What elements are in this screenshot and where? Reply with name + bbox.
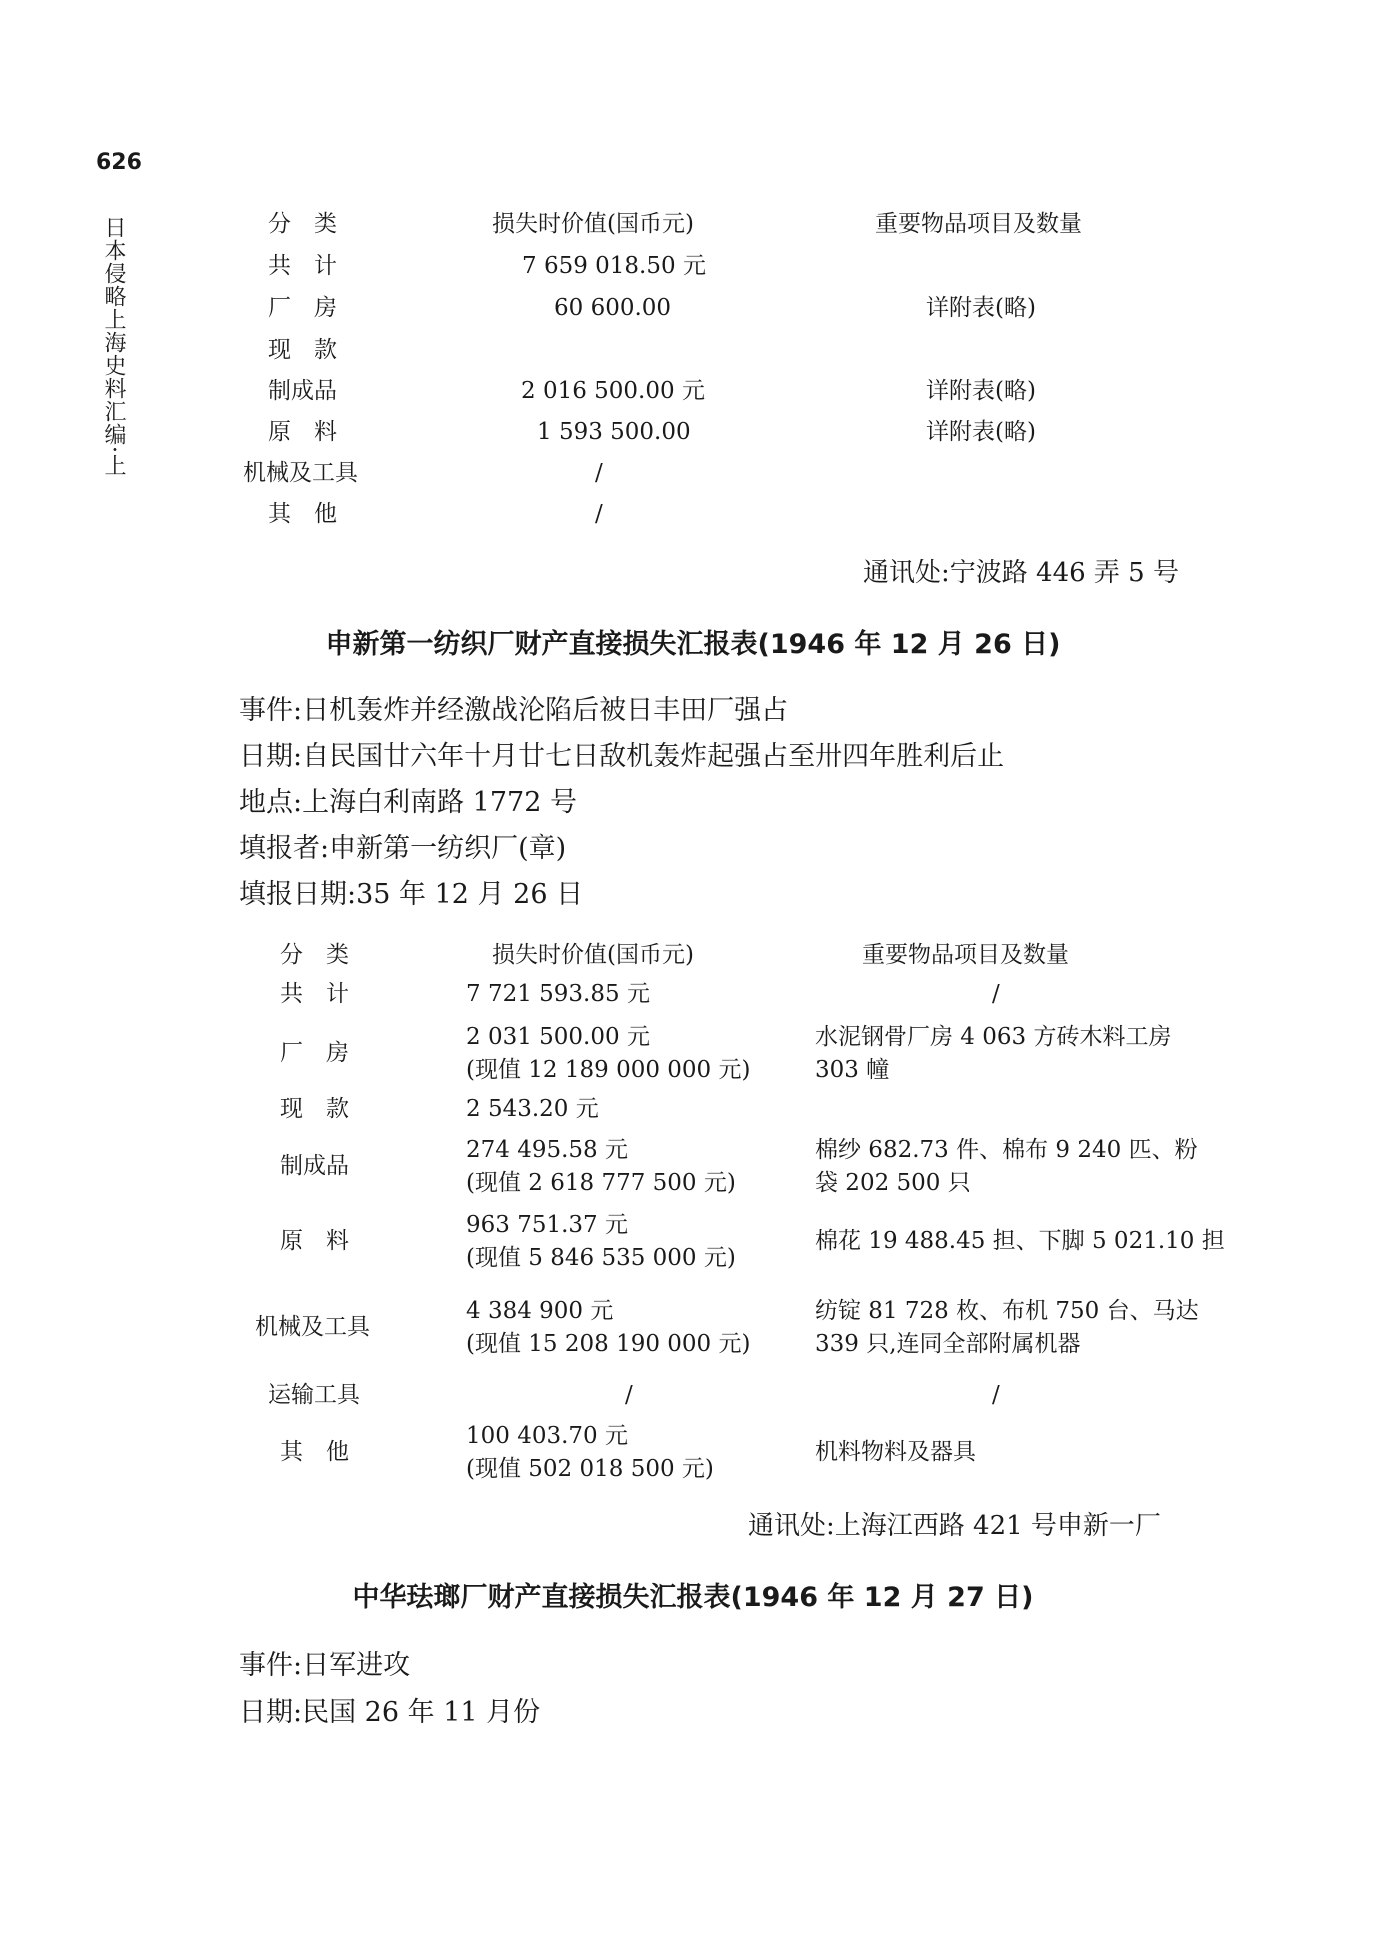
section3-info-line: 日期:民国 26 年 11 月份 <box>239 1697 541 1728</box>
table2-row-category: 制成品 <box>280 1153 349 1179</box>
section2-info-line: 日期:自民国廿六年十月廿七日敌机轰炸起强占至卅四年胜利后止 <box>239 741 1005 772</box>
table1-row-category: 现 款 <box>268 337 337 363</box>
table1-header-category: 分 类 <box>268 211 337 237</box>
table2-row-items-cont: 303 幢 <box>815 1057 890 1083</box>
table2-row-value-current: (现值 12 189 000 000 元) <box>466 1057 751 1083</box>
table1-row-items: 详附表(略) <box>926 419 1036 445</box>
table1-row-value: / <box>595 501 603 527</box>
table2-row-value-current: (现值 15 208 190 000 元) <box>466 1331 751 1357</box>
table2-row-items-cont: 339 只,连同全部附属机器 <box>815 1331 1081 1357</box>
table2-row-value: 963 751.37 元 <box>466 1212 628 1238</box>
table2-header-items: 重要物品项目及数量 <box>862 942 1069 968</box>
table2-row-value-current: (现值 2 618 777 500 元) <box>466 1170 736 1196</box>
table1-row-category: 制成品 <box>268 378 337 404</box>
table1-row-value: / <box>595 460 603 486</box>
section2-info-line: 填报日期:35 年 12 月 26 日 <box>239 879 584 910</box>
table1-row-items: 详附表(略) <box>926 295 1036 321</box>
page-number: 626 <box>96 150 142 175</box>
table2-row-items: 水泥钢骨厂房 4 063 方砖木料工房 <box>815 1024 1172 1050</box>
section2-info-line: 事件:日机轰炸并经激战沦陷后被日丰田厂强占 <box>239 695 789 726</box>
table2-row-items-cont: 袋 202 500 只 <box>815 1170 971 1196</box>
table2-row-category: 运输工具 <box>268 1382 360 1408</box>
table1-row-category: 共 计 <box>268 253 337 279</box>
table1-row-value: 1 593 500.00 <box>537 419 691 445</box>
table2-row-items: / <box>992 981 1000 1007</box>
table2-row-category: 原 料 <box>280 1228 349 1254</box>
table2-row-value-current: (现值 502 018 500 元) <box>466 1456 714 1482</box>
table1-header-items: 重要物品项目及数量 <box>875 211 1082 237</box>
table1-row-category: 厂 房 <box>268 295 337 321</box>
table2-row-value: / <box>625 1382 633 1408</box>
table2-row-value-current: (现值 5 846 535 000 元) <box>466 1245 736 1271</box>
table1-row-value: 7 659 018.50 元 <box>522 253 706 279</box>
table1-row-category: 其 他 <box>268 501 337 527</box>
table2-row-value: 2 031 500.00 元 <box>466 1024 650 1050</box>
table2-row-items: / <box>992 1382 1000 1408</box>
table2-row-items: 棉纱 682.73 件、棉布 9 240 匹、粉 <box>815 1137 1198 1163</box>
book-title: 日本侵略上海史料汇编·上 <box>101 216 126 477</box>
section3-info-line: 事件:日军进攻 <box>239 1650 411 1681</box>
table2-row-items: 棉花 19 488.45 担、下脚 5 021.10 担 <box>815 1228 1225 1254</box>
table2-row-category: 共 计 <box>280 981 349 1007</box>
table1-row-items: 详附表(略) <box>926 378 1036 404</box>
table2-row-items: 机料物料及器具 <box>815 1439 976 1465</box>
section2-title: 申新第一纺织厂财产直接损失汇报表(1946 年 12 月 26 日) <box>325 629 1061 660</box>
table2-row-value: 100 403.70 元 <box>466 1423 628 1449</box>
table2-row-category: 其 他 <box>280 1439 349 1465</box>
table1-header-value: 损失时价值(国币元) <box>492 211 694 237</box>
table2-row-category: 机械及工具 <box>255 1314 370 1340</box>
section3-title: 中华珐瑯厂财产直接损失汇报表(1946 年 12 月 27 日) <box>352 1582 1034 1613</box>
table2-address: 通讯处:上海江西路 421 号申新一厂 <box>748 1511 1161 1541</box>
section2-info-line: 地点:上海白利南路 1772 号 <box>239 787 577 818</box>
table2-header-category: 分 类 <box>280 942 349 968</box>
section2-info-line: 填报者:申新第一纺织厂(章) <box>239 833 567 864</box>
table1-row-value: 60 600.00 <box>554 295 672 321</box>
table2-row-items: 纺锭 81 728 枚、布机 750 台、马达 <box>815 1298 1199 1324</box>
table2-row-category: 现 款 <box>280 1096 349 1122</box>
table1-address: 通讯处:宁波路 446 弄 5 号 <box>863 558 1179 588</box>
table2-row-value: 2 543.20 元 <box>466 1096 599 1122</box>
table2-row-value: 4 384 900 元 <box>466 1298 614 1324</box>
table2-row-value: 274 495.58 元 <box>466 1137 628 1163</box>
table1-row-value: 2 016 500.00 元 <box>521 378 705 404</box>
table2-row-value: 7 721 593.85 元 <box>466 981 650 1007</box>
table1-row-category: 机械及工具 <box>243 460 358 486</box>
table2-row-category: 厂 房 <box>280 1040 349 1066</box>
table1-row-category: 原 料 <box>268 419 337 445</box>
table2-header-value: 损失时价值(国币元) <box>492 942 694 968</box>
